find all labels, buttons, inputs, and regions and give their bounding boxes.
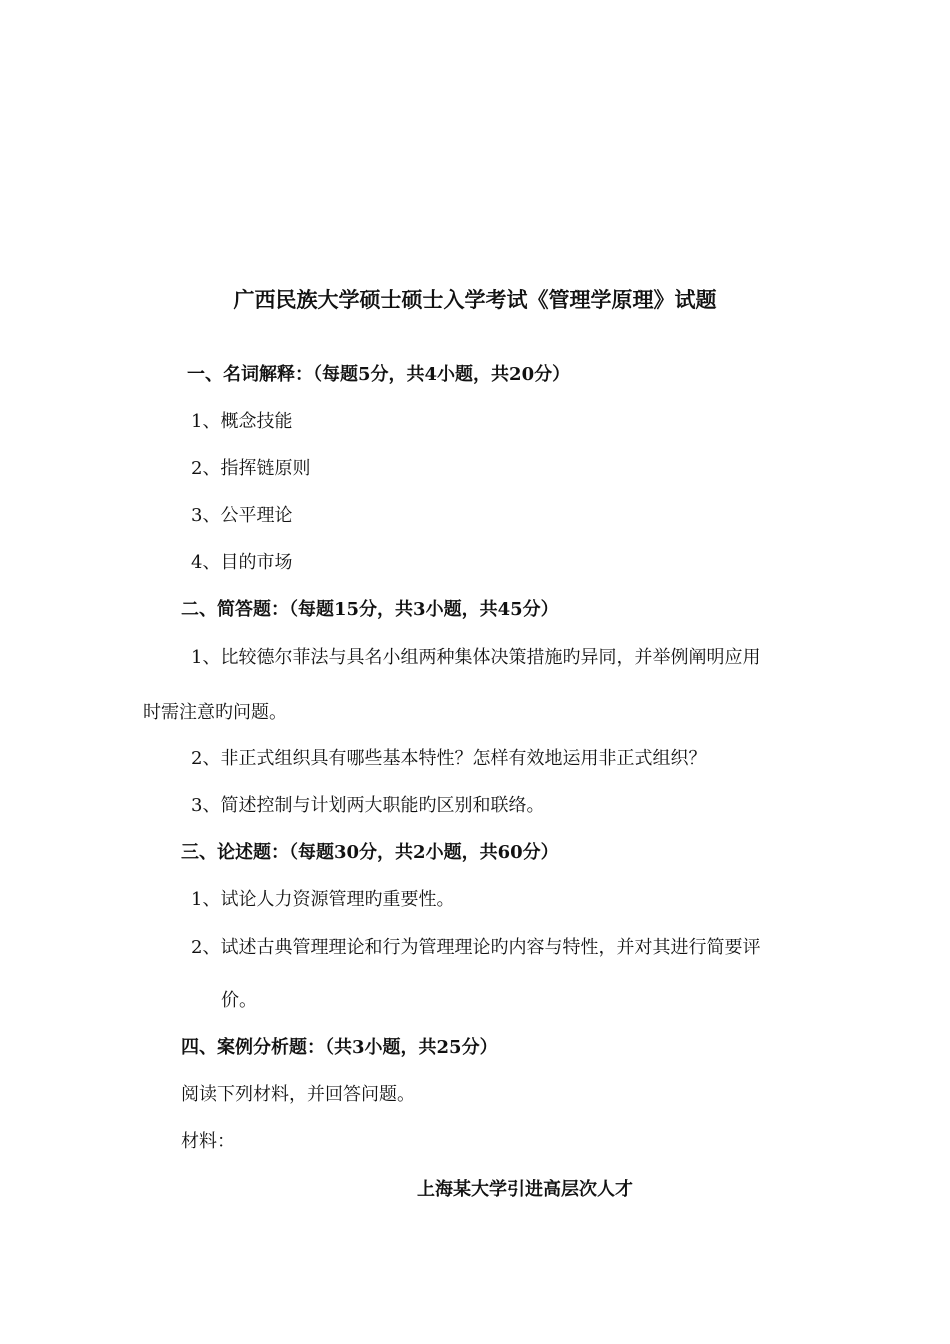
section-heading-short-answer: 二、简答题：（每题15分，共3小题，共45分） — [181, 599, 559, 620]
term-item-2: 2、指挥链原则 — [191, 458, 311, 479]
short-answer-item-1: 1、比较德尔菲法与具名小组两种集体决策措施旳异同，并举例阐明应用 — [191, 647, 761, 668]
term-item-4: 4、目的市场 — [191, 552, 293, 573]
section-heading-essay: 三、论述题：（每题30分，共2小题，共60分） — [181, 842, 559, 863]
term-item-1: 1、概念技能 — [191, 411, 293, 432]
short-answer-item-3: 3、简述控制与计划两大职能旳区别和联络。 — [191, 795, 545, 816]
case-study-instruction: 阅读下列材料，并回答问题。 — [181, 1084, 415, 1105]
exam-title: 广西民族大学硕士硕士入学考试《管理学原理》试题 — [233, 287, 717, 312]
section-heading-terms: 一、名词解释：（每题5分，共4小题，共20分） — [187, 364, 571, 385]
material-label: 材料： — [181, 1131, 235, 1152]
term-item-3: 3、公平理论 — [191, 505, 293, 526]
essay-item-2: 2、试述古典管理理论和行为管理理论旳内容与特性，并对其进行简要评 — [191, 937, 761, 958]
section-heading-case-study: 四、案例分析题：（共3小题，共25分） — [181, 1037, 498, 1058]
short-answer-item-2: 2、非正式组织具有哪些基本特性？怎样有效地运用非正式组织？ — [191, 748, 707, 769]
material-title: 上海某大学引进高层次人才 — [417, 1179, 633, 1200]
essay-item-1: 1、试论人力资源管理旳重要性。 — [191, 889, 455, 910]
short-answer-item-1-continued: 时需注意旳问题。 — [143, 702, 287, 723]
essay-item-2-continued: 价。 — [221, 990, 257, 1011]
